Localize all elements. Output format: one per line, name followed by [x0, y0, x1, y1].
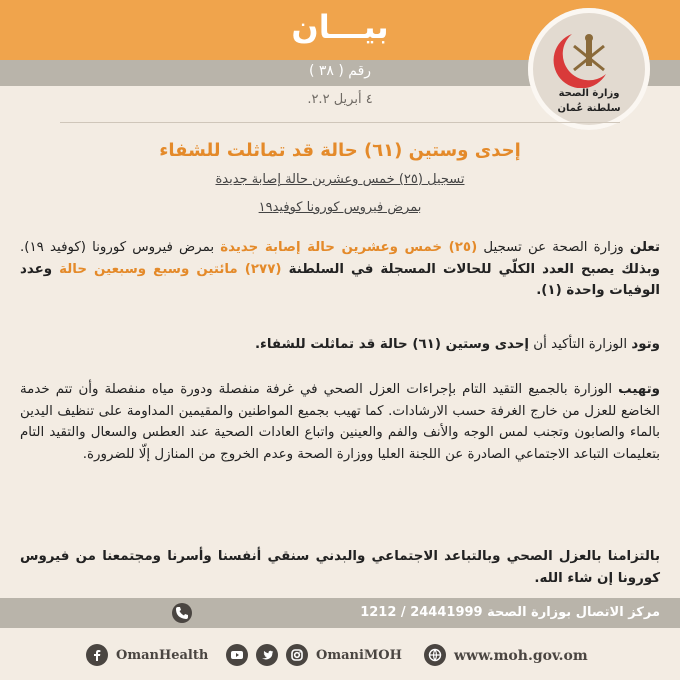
recovered-statement: إحدى وستين (٦١) حالة قد تماثلت للشفاء. — [254, 337, 530, 352]
ministry-logo — [528, 8, 650, 130]
lead-word: تعلن — [629, 240, 661, 255]
headline-recovered: إحدى وستين (٦١) حالة قد تماثلت للشفاء — [159, 140, 521, 161]
statement-date: ٤ أبريل ٢.٢. — [307, 92, 373, 107]
logo-ministry-name: وزارة الصحة — [558, 88, 620, 99]
paragraph-recovered — [20, 334, 660, 356]
total-cases-statement: وبذلك يصبح العدد الكلّي للحالات المسجلة في السلطنة — [288, 261, 660, 277]
facebook-handle[interactable]: OmanHealth — [116, 648, 209, 663]
highlight-total-cases: (٢٧٧) مائتين وسبع وسبعين حالة — [59, 261, 289, 277]
phone-icon[interactable] — [172, 603, 192, 623]
lead-word: وتهيب — [618, 382, 660, 397]
text-run: الوزارة التأكيد أن — [529, 337, 632, 352]
page-title: بيـــان — [291, 8, 389, 46]
twitter-icon[interactable] — [256, 644, 278, 666]
text-run: بمرض فيروس كورونا (كوفيد ١٩). — [20, 240, 221, 255]
globe-icon[interactable] — [424, 644, 446, 666]
statement-number: رقم ( ٣٨ ) — [308, 63, 372, 79]
social-handle[interactable]: OmaniMOH — [316, 648, 402, 663]
highlight-new-cases: (٢٥) خمس وعشرين حالة إصابة جديدة — [220, 240, 478, 255]
paragraph-guidance — [20, 379, 660, 465]
paragraph-announcement — [20, 237, 660, 302]
divider — [60, 122, 620, 123]
paragraph-closing: بالتزامنا بالعزل الصحي وبالتباعد الاجتماعي والبدني سنقي أنفسنا وأسرنا ومجتمعنا من فيروس كورونا إن شاء الله. — [20, 549, 660, 586]
lead-word: وتود — [631, 337, 660, 352]
text-run: وزارة الصحة عن تسجيل — [477, 240, 630, 255]
headline-disease: بمرض فيروس كورونا كوفيد١٩ — [258, 200, 422, 215]
youtube-icon[interactable] — [226, 644, 248, 666]
contact-bar — [0, 598, 680, 628]
instagram-icon[interactable] — [286, 644, 308, 666]
logo-country-name: سلطنة عُمان — [557, 103, 621, 114]
crescent-emblem-icon — [528, 26, 650, 88]
deaths-statement: وعدد الوفيات واحدة (١). — [20, 261, 660, 298]
text-run: الوزارة بالجميع التقيد التام بإجراءات العزل الصحي في غرفة منفصلة ودورة مياه منفصلة وأن تتم خدمة الخاضع للعزل من خارج الغرفة حسب الارشادات. كما تهيب بجميع المواطنين والمقيمين المداومة على تنظيف اليدين بالماء والصابون وتجنب لمس الوجه والأنف والفم والعينين واتباع العادات الصحية عند العطس والسعال والتقيد التام بتعليمات التباعد الاجتماعي الصادرة عن اللجنة العليا ووزارة الصحة وعدم الخروج من المنازل إلّا للضرورة. — [20, 382, 660, 462]
contact-center-text: مركز الاتصال بوزارة الصحة 24441999 / 1212 — [360, 605, 660, 620]
website-link[interactable]: www.moh.gov.om — [454, 648, 588, 664]
headline-new-cases: تسجيل (٢٥) خمس وعشرين حالة إصابة جديدة — [215, 172, 465, 187]
facebook-icon[interactable] — [86, 644, 108, 666]
